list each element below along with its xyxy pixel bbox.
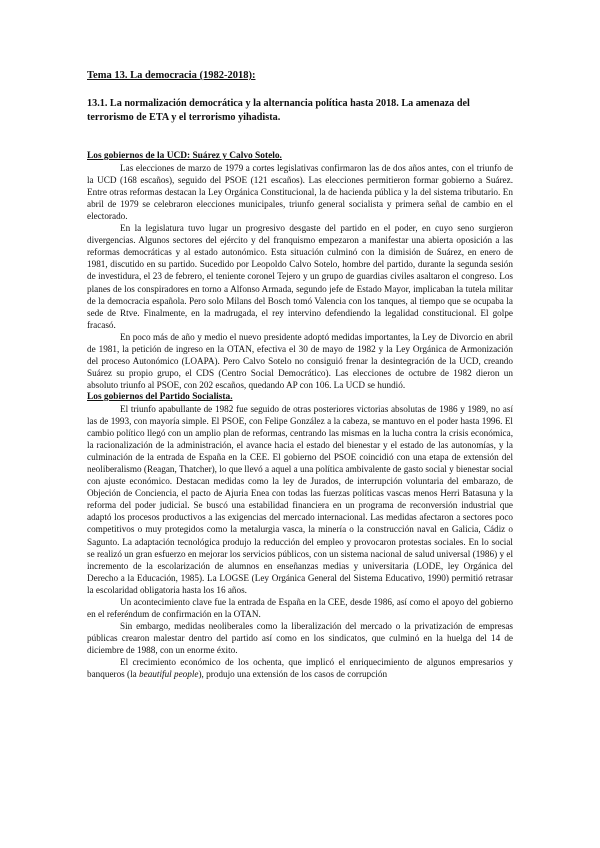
paragraph: Un acontecimiento clave fue la entrada de España en la CEE, desde 1986, así como el apoyo del gobierno en el referéndum de confirmación en la OTAN. xyxy=(87,596,513,619)
paragraph: El triunfo apabullante de 1982 fue seguido de otras posteriores victorias absolutas de 1986 y 1989, no así las de 1993, con mayoría simple. El PSOE, con Felipe González a la cabeza, se mantuvo en el poder hasta 1996. El cambio político llegó con un amplio plan de reformas, centrando las mismas en la lucha contra la crisis económica, la racionalización de la administración, el avance hacia el estado del bienestar y el estado de las autonomías, y la culminación de la entrada de España en la CEE. El gobierno del PSOE coincidió con una etapa de extensión del neoliberalismo (Reagan, Thatcher), lo que llevó a aquel a una política ambivalente de gasto social y bienestar social con ajuste económico. Destacan medidas como la ley de Jurados, de interrupción voluntaria del embarazo, de Objeción de Conciencia, el pacto de Ajuria Enea con todas las fuerzas políticas vascas menos Herri Batasuna y la reforma del poder judicial. Se buscó una estabilidad financiera en un programa de reconversión industrial que adaptó los procesos productivos a las exigencias del mercado internacional. Las medidas afectaron a sectores poco competitivos o muy protegidos como la metalurgia vasca, la minería o la construcción naval en Galicia, Cádiz o Sagunto. La adaptación tecnológica produjo la reducción del empleo y provocaron protestas sociales. En lo social se realizó un gran esfuerzo en mejorar los servicios públicos, con un sistema nacional de salud universal (1986) y el incremento de la escolarización de alumnos en enseñanzas medias y universitaria (LODE, ley Orgánica del Derecho a la Educación, 1985). La LOGSE (Ley Orgánica General del Sistema Educativo, 1990) permitió retrasar la escolaridad obligatoria hasta los 16 años. xyxy=(87,403,513,595)
section-subtitle: 13.1. La normalización democrática y la alternancia política hasta 2018. La amenaza del terrorismo de ETA y el terrorismo yihadista. xyxy=(87,98,470,123)
paragraph: En la legislatura tuvo lugar un progresivo desgaste del partido en el poder, en cuyo seno surgieron divergencias. Algunos sectores del ejército y del franquismo empezaron a manifestar una abierta oposición a las reformas democráticas y al estado autonómico. Esta situación culminó con la dimisión de Suárez, en enero de 1981, discutido en su partido. Sucedido por Leopoldo Calvo Sotelo, hombre del partido, durante la segunda sesión de investidura, el 23 de febrero, el teniente coronel Tejero y un grupo de guardias civiles asaltaron el congreso. Los planes de los conspiradores en torno a Alfonso Armada, segundo jefe de Estado Mayor, implicaban la tutela militar de la democracia española. Pero solo Milans del Bosch tomó Valencia con los tanques, al tiempo que se ocupaba la sede de Rtve. Finalmente, en la madrugada, el rey intervino defendiendo la legalidad constitucional. El golpe fracasó. xyxy=(87,223,513,330)
paragraph-text: ), produjo una extensión de los casos de corrupción xyxy=(198,669,388,680)
paragraph xyxy=(87,656,513,680)
document-title: Tema 13. La democracia (1982-2018): xyxy=(87,70,256,81)
document-body xyxy=(87,150,513,680)
paragraph: Las elecciones de marzo de 1979 a cortes legislativas confirmaron las de dos años antes, con el triunfo de la UCD (168 escaños), seguido del PSOE (121 escaños). Las elecciones permitieron formar gobierno a Suárez. Entre otras reformas destacan la Ley Orgánica Constitucional, la de hacienda pública y la del sistema tributario. En abril de 1979 se celebraron elecciones municipales, triunfo general socialista y primera señal de cambio en el electorado. xyxy=(87,163,513,222)
italic-term: beautiful people xyxy=(139,669,199,680)
paragraph-text: El crecimiento económico de los ochenta, que implicó el enriquecimiento de algunos empresarios y banqueros (la xyxy=(87,656,513,680)
paragraph: Sin embargo, medidas neoliberales como la liberalización del mercado o la privatización de empresas públicas crearon malestar dentro del partido así como en los sindicatos, que culminó en la huelga del 14 de diciembre de 1988, con un enorme éxito. xyxy=(87,620,513,655)
paragraph: En poco más de año y medio el nuevo presidente adoptó medidas importantes, la Ley de Divorcio en abril de 1981, la petición de ingreso en la OTAN, efectiva el 30 de mayo de 1982 y la Ley Orgánica de Armonización del proceso Autonómico (LOAPA). Pero Calvo Sotelo no consiguió frenar la desintegración de la UCD, creando Suárez su propio grupo, el CDS (Centro Social Democrático). Las elecciones de octubre de 1982 dieron un absoluto triunfo al PSOE, con 202 escaños, quedando AP con 106. La UCD se hundió. xyxy=(87,331,513,390)
section-heading-psoe: Los gobiernos del Partido Socialista. xyxy=(87,391,233,402)
section-heading-ucd: Los gobiernos de la UCD: Suárez y Calvo Sotelo. xyxy=(87,151,282,161)
